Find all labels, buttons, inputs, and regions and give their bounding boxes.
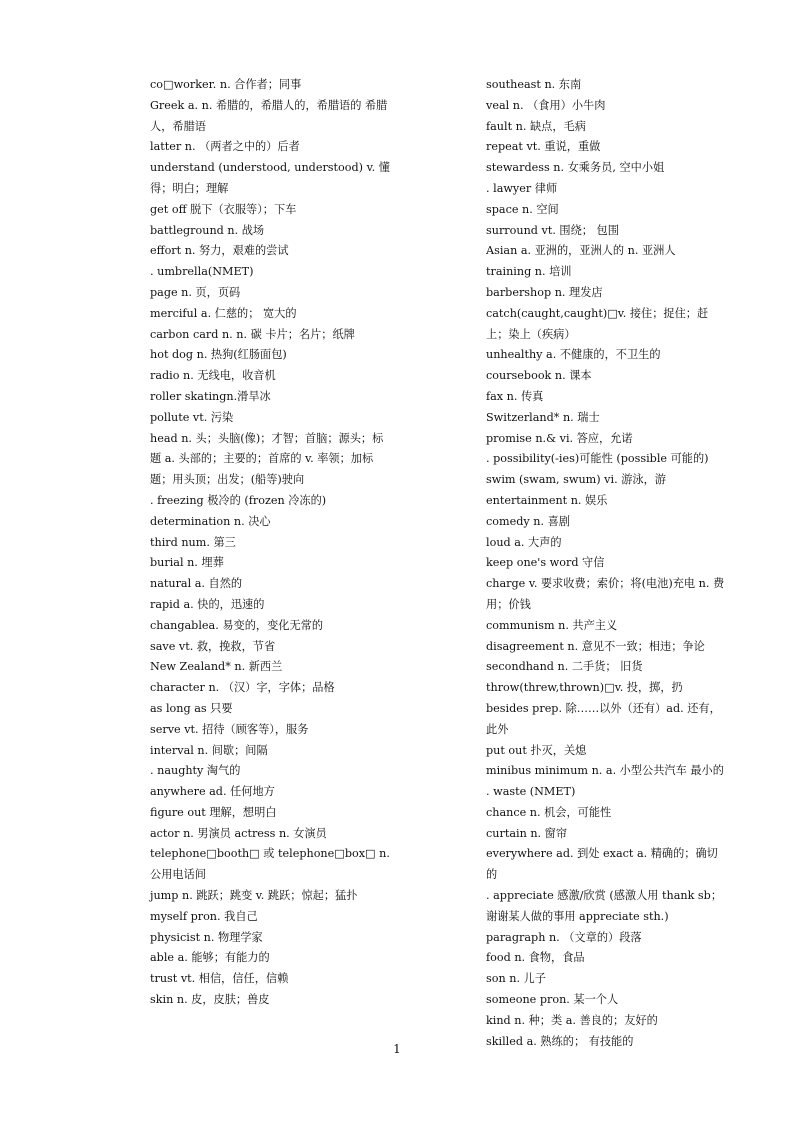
vocab-entry: training n. 培训 [486,265,572,279]
vocab-entry: entertainment n. 娱乐 [486,493,608,507]
vocab-entry: . waste (NMET) [486,785,576,799]
vocab-entry: besides prep. 除……以外（还有）ad. 还有，此外 [486,701,721,736]
vocab-entry: skilled a. 熟练的； 有技能的 [486,1034,634,1048]
vocab-entry: anywhere ad. 任何地方 [150,785,275,799]
vocab-entry: paragraph n. （文章的）段落 [486,930,642,944]
vocab-entry: hot dog n. 热狗(红肠面包) [150,348,287,362]
vocab-entry: changablea. 易变的，变化无常的 [150,618,324,632]
vocab-entry: food n. 食物，食品 [486,951,585,965]
vocab-entry: as long as 只要 [150,701,233,715]
page-number: 1 [393,1042,401,1056]
vocab-entry: telephone□booth□ 或 telephone□box□ n. 公用电话间 [150,847,390,882]
vocab-entry: physicist n. 物理学家 [150,930,263,944]
vocab-entry: charge v. 要求收费；索价；将(电池)充电 n. 费用；价钱 [486,577,725,611]
vocab-entry: someone pron. 某一个人 [486,993,619,1007]
vocab-entry: fax n. 传真 [486,389,544,403]
vocab-entry: barbershop n. 理发店 [486,285,603,299]
vocab-entry: catch(caught,caught)□v. 接住；捉住；赶上；染上（疾病） [486,306,709,341]
vocab-entry: character n. （汉）字，字体；品格 [150,681,335,695]
vocab-entry: fault n. 缺点，毛病 [486,119,586,133]
vocab-entry: radio n. 无线电，收音机 [150,369,276,383]
vocab-entry: jump n. 跳跃；跳变 v. 跳跃；惊起；猛扑 [150,889,358,903]
vocab-entry: chance n. 机会，可能性 [486,805,612,819]
vocab-entry: effort n. 努力，艰难的尝试 [150,244,289,258]
vocab-entry: disagreement n. 意见不一致；相违；争论 [486,639,705,653]
vocab-entry: unhealthy a. 不健康的，不卫生的 [486,348,661,362]
left-column [150,75,390,1011]
vocab-entry: save vt. 救，挽救，节省 [150,639,276,653]
vocab-entry: interval n. 间歇；间隔 [150,743,268,757]
vocab-entry: kind n. 种；类 a. 善良的；友好的 [486,1013,658,1027]
vocab-entry: skin n. 皮，皮肤；兽皮 [150,993,270,1007]
vocab-entry: keep one's word 守信 [486,556,605,570]
vocab-entry: communism n. 共产主义 [486,618,618,632]
vocab-entry: able a. 能够；有能力的 [150,951,270,965]
vocab-entry: Greek a. n. 希腊的，希腊人的，希腊语的 希腊人，希腊语 [150,98,388,133]
vocab-entry: burial n. 埋葬 [150,556,224,570]
vocab-entry: space n. 空间 [486,202,559,216]
vocab-entry: third num. 第三 [150,535,236,549]
vocab-entry: . lawyer 律师 [486,181,558,195]
vocab-entry: stewardess n. 女乘务员, 空中小姐 [486,161,665,175]
vocab-entry: son n. 儿子 [486,972,546,986]
vocab-entry: page n. 页，页码 [150,285,241,299]
vocab-entry: . umbrella(NMET) [150,265,254,279]
vocab-entry: co□worker. n. 合作者；同事 [150,78,302,91]
vocab-entry: everywhere ad. 到处 exact a. 精确的；确切的 [486,847,718,882]
vocab-entry: trust vt. 相信，信任，信赖 [150,972,289,986]
vocab-entry: pollute vt. 污染 [150,410,234,424]
vocab-entry: determination n. 决心 [150,514,271,528]
vocab-entry: roller skatingn.滑旱冰 [150,389,271,403]
vocab-entry: promise n.& vi. 答应，允诺 [486,431,633,445]
vocab-entry: figure out 理解，想明白 [150,805,277,819]
vocab-entry: comedy n. 喜剧 [486,514,570,528]
vocab-entry: curtain n. 窗帘 [486,826,568,840]
vocab-entry: southeast n. 东南 [486,78,582,91]
vocab-entry: surround vt. 围绕； 包围 [486,223,619,237]
vocab-entry: swim (swam, swum) vi. 游泳，游 [486,473,666,487]
vocab-entry: natural a. 自然的 [150,577,243,591]
vocab-entry: . possibility(-ies)可能性 (possible 可能的) [486,452,709,466]
vocab-entry: . naughty 淘气的 [150,764,241,778]
vocab-entry: Switzerland* n. 瑞士 [486,410,600,424]
vocab-entry: loud a. 大声的 [486,535,562,549]
vocab-entry: secondhand n. 二手货； 旧货 [486,660,643,674]
vocab-entry: myself pron. 我自己 [150,909,258,923]
vocab-entry: serve vt. 招待（顾客等），服务 [150,722,309,736]
vocab-entry: . freezing 极冷的 (frozen 冷冻的) [150,493,327,507]
vocab-entry: put out 扑灭，关熄 [486,743,587,757]
vocab-entry: repeat vt. 重说，重做 [486,140,601,154]
vocab-entry: head n. 头；头脑(像)；才智；首脑；源头；标题 a. 头部的；主要的；首席的 v. 率领；加标题；用头顶；出发；(船等)驶向 [150,431,384,487]
vocab-entry: rapid a. 快的，迅速的 [150,597,265,611]
vocab-entry: New Zealand* n. 新西兰 [150,660,283,674]
vocab-entry: veal n. （食用）小牛肉 [486,98,606,112]
vocab-entry: throw(threw,thrown)□v. 投，掷，扔 [486,681,683,695]
vocab-entry: coursebook n. 课本 [486,369,592,383]
vocab-entry: understand (understood, understood) v. 懂得；明白；理解 [150,161,390,195]
vocab-entry: get off 脱下（衣服等）；下车 [150,202,297,216]
vocab-entry: merciful a. 仁慈的； 宽大的 [150,306,297,320]
vocab-entry: Asian a. 亚洲的，亚洲人的 n. 亚洲人 [486,244,676,258]
vocab-entry: battleground n. 战场 [150,223,265,237]
vocab-entry: . appreciate 感激/欣赏 (感激人用 thank sb；谢谢某人做的事用 appreciate sth.) [486,889,723,923]
vocab-entry: carbon card n. n. 碳 卡片；名片；纸牌 [150,327,355,341]
vocab-entry: latter n. （两者之中的）后者 [150,140,300,154]
vocab-entry: actor n. 男演员 actress n. 女演员 [150,826,327,840]
vocab-entry: minibus minimum n. a. 小型公共汽车 最小的 [486,764,724,778]
right-column [486,75,726,1052]
